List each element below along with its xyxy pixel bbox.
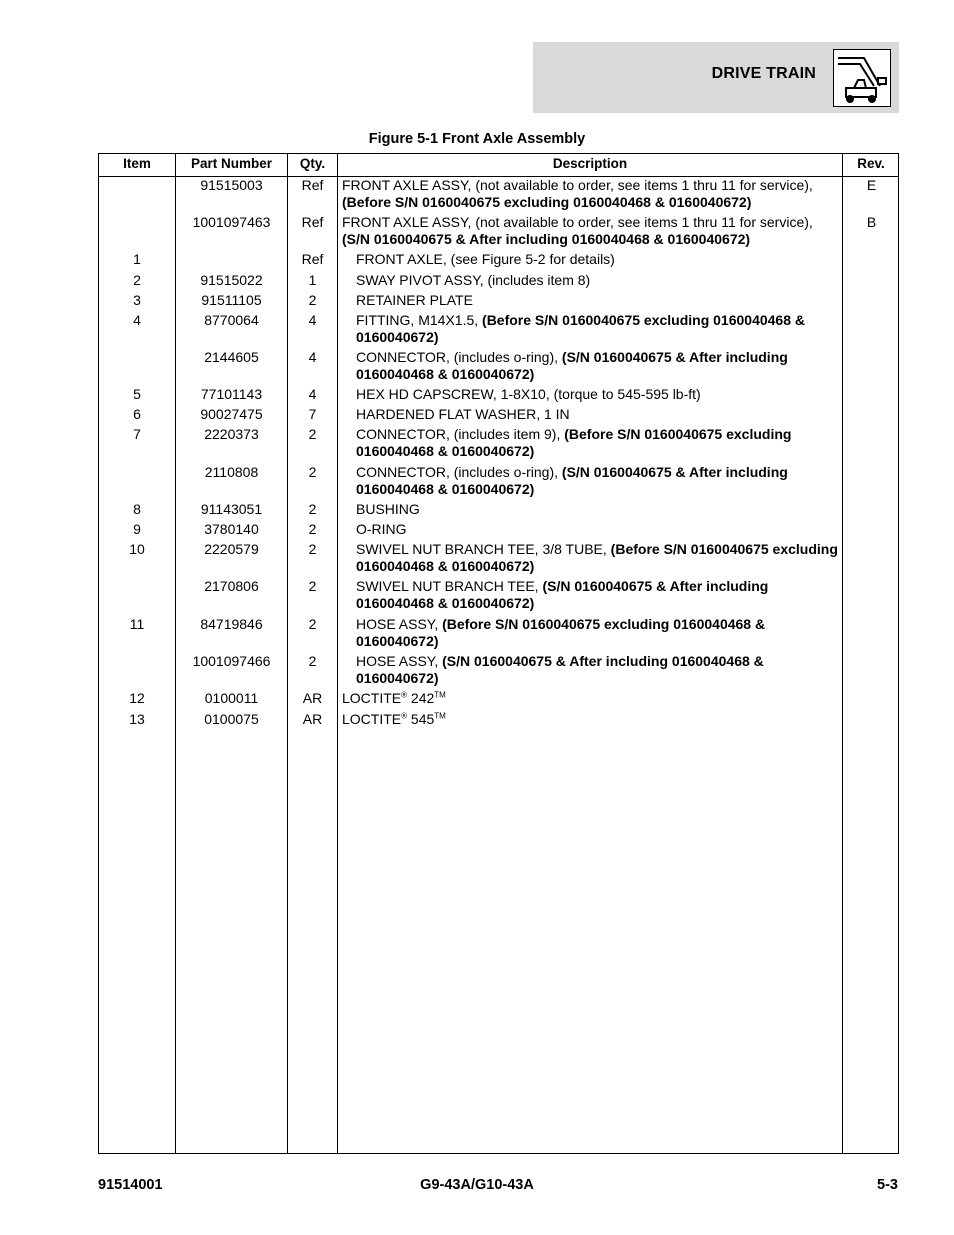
description: O-RING: [356, 521, 407, 537]
description: [356, 349, 842, 383]
figure-title: Figure 5-1 Front Axle Assembly: [368, 131, 586, 147]
item-number: 6: [133, 406, 141, 422]
column-divider: [337, 154, 338, 1153]
part-number: 2144605: [204, 349, 259, 365]
quantity: 2: [308, 292, 317, 308]
quantity: 7: [308, 406, 317, 422]
item-number: 11: [129, 616, 145, 632]
item-number: 9: [133, 521, 141, 537]
quantity: 2: [308, 426, 317, 442]
part-number: 84719846: [200, 616, 263, 632]
quantity: 2: [308, 653, 317, 669]
description: [356, 541, 842, 575]
section-title: DRIVE TRAIN: [711, 65, 816, 82]
description-serial: (S/N 0160040675 & After including 0160040468 & 0160040672): [356, 653, 764, 686]
description-text: LOCTITE: [342, 690, 402, 706]
description-text: CONNECTOR, (includes item 9),: [356, 426, 561, 442]
footer-model: G9-43A/G10-43A: [420, 1177, 534, 1193]
header-qty: Qty.: [299, 156, 326, 171]
quantity: Ref: [301, 214, 324, 230]
description-serial: (Before S/N 0160040675 excluding 0160040468 & 0160040672): [356, 426, 792, 459]
footer-document-number: 91514001: [98, 1177, 163, 1193]
description: HEX HD CAPSCREW, 1-8X10, (torque to 545-595 lb-ft): [356, 386, 701, 402]
description-text: FRONT AXLE ASSY, (not available to order, see items 1 thru 11 for service),: [342, 214, 813, 230]
item-number: 2: [133, 272, 141, 288]
quantity: 4: [308, 386, 317, 402]
quantity: 2: [308, 541, 317, 557]
quantity: 2: [308, 521, 317, 537]
trademark: TM: [434, 690, 446, 700]
registered-mark: ®: [401, 711, 408, 721]
revision: B: [866, 214, 877, 230]
description: [342, 711, 842, 728]
description-serial: (Before S/N 0160040675 excluding 0160040468 & 0160040672): [356, 541, 838, 574]
description: [356, 616, 842, 650]
description-text: FRONT AXLE ASSY, (not available to order, see items 1 thru 11 for service),: [342, 177, 813, 193]
registered-mark: ®: [401, 690, 408, 700]
description-serial: (S/N 0160040675 & After including 0160040468 & 0160040672): [356, 578, 769, 611]
description-text: HOSE ASSY,: [356, 616, 439, 632]
description: [356, 426, 842, 460]
description-serial: (Before S/N 0160040675 excluding 0160040468 & 0160040672): [356, 616, 766, 649]
description-serial: (Before S/N 0160040675 excluding 0160040468 & 0160040672): [342, 194, 752, 210]
description: [356, 578, 842, 612]
item-number: 4: [133, 312, 141, 328]
quantity: Ref: [301, 251, 324, 267]
description: FRONT AXLE, (see Figure 5-2 for details): [356, 251, 615, 267]
scissor-lift-icon: [833, 49, 891, 107]
header-part-number: Part Number: [190, 156, 273, 171]
quantity: 4: [308, 312, 317, 328]
parts-table: [98, 153, 899, 1154]
header-description: Description: [552, 156, 628, 171]
part-number: 1001097463: [192, 214, 271, 230]
part-number: 2220579: [204, 541, 259, 557]
quantity: 2: [308, 464, 317, 480]
description: [356, 312, 842, 346]
part-number: 91511105: [201, 292, 262, 308]
description: SWAY PIVOT ASSY, (includes item 8): [356, 272, 591, 288]
column-divider: [842, 154, 843, 1153]
part-number: 0100011: [204, 690, 259, 706]
part-number: 90027475: [200, 406, 263, 422]
description: [342, 214, 842, 248]
description: [342, 690, 842, 707]
part-number: 3780140: [204, 521, 259, 537]
quantity: 2: [308, 616, 317, 632]
description-text: CONNECTOR, (includes o-ring),: [356, 349, 559, 365]
quantity: AR: [302, 690, 323, 706]
quantity: 1: [308, 272, 317, 288]
item-number: 5: [133, 386, 141, 402]
part-number: 2170806: [204, 578, 259, 594]
quantity: 2: [308, 501, 317, 517]
item-number: 12: [129, 690, 145, 706]
part-number: 91515022: [200, 272, 263, 288]
item-number: 3: [133, 292, 141, 308]
description-serial: (S/N 0160040675 & After including 0160040468 & 0160040672): [342, 231, 751, 247]
description-number: 545: [407, 711, 435, 727]
description: [342, 177, 842, 211]
description: HARDENED FLAT WASHER, 1 IN: [356, 406, 570, 422]
item-number: 13: [129, 711, 145, 727]
item-number: 8: [133, 501, 141, 517]
footer-page-number: 5-3: [877, 1177, 898, 1193]
description-text: HOSE ASSY,: [356, 653, 439, 669]
part-number: 1001097466: [192, 653, 271, 669]
description-text: SWIVEL NUT BRANCH TEE, 3/8 TUBE,: [356, 541, 607, 557]
part-number: 91143051: [200, 501, 263, 517]
quantity: Ref: [301, 177, 324, 193]
item-number: 10: [129, 541, 145, 557]
section-header: [533, 42, 899, 113]
quantity: 4: [308, 349, 317, 365]
description: RETAINER PLATE: [356, 292, 473, 308]
description-serial: (Before S/N 0160040675 excluding 0160040468 & 0160040672): [356, 312, 806, 345]
description-serial: (S/N 0160040675 & After including 0160040468 & 0160040672): [356, 464, 788, 497]
part-number: 2220373: [204, 426, 259, 442]
description: [356, 464, 842, 498]
item-number: 1: [133, 251, 141, 267]
part-number: 0100075: [204, 711, 259, 727]
quantity: 2: [308, 578, 317, 594]
revision: E: [866, 177, 877, 193]
description: BUSHING: [356, 501, 420, 517]
description-serial: (S/N 0160040675 & After including 0160040468 & 0160040672): [356, 349, 788, 382]
description-text: LOCTITE: [342, 711, 402, 727]
description-text: SWIVEL NUT BRANCH TEE,: [356, 578, 539, 594]
part-number: 91515003: [200, 177, 263, 193]
part-number: 8770064: [204, 312, 259, 328]
description-text: FITTING, M14X1.5,: [356, 312, 479, 328]
item-number: 7: [133, 426, 141, 442]
header-item: Item: [123, 156, 151, 171]
description: [356, 653, 842, 687]
trademark: TM: [434, 711, 446, 721]
description-number: 242: [407, 690, 435, 706]
header-rev: Rev.: [857, 156, 885, 171]
part-number: 2110808: [204, 464, 259, 480]
quantity: AR: [302, 711, 323, 727]
part-number: 77101143: [200, 386, 263, 402]
description-text: CONNECTOR, (includes o-ring),: [356, 464, 559, 480]
